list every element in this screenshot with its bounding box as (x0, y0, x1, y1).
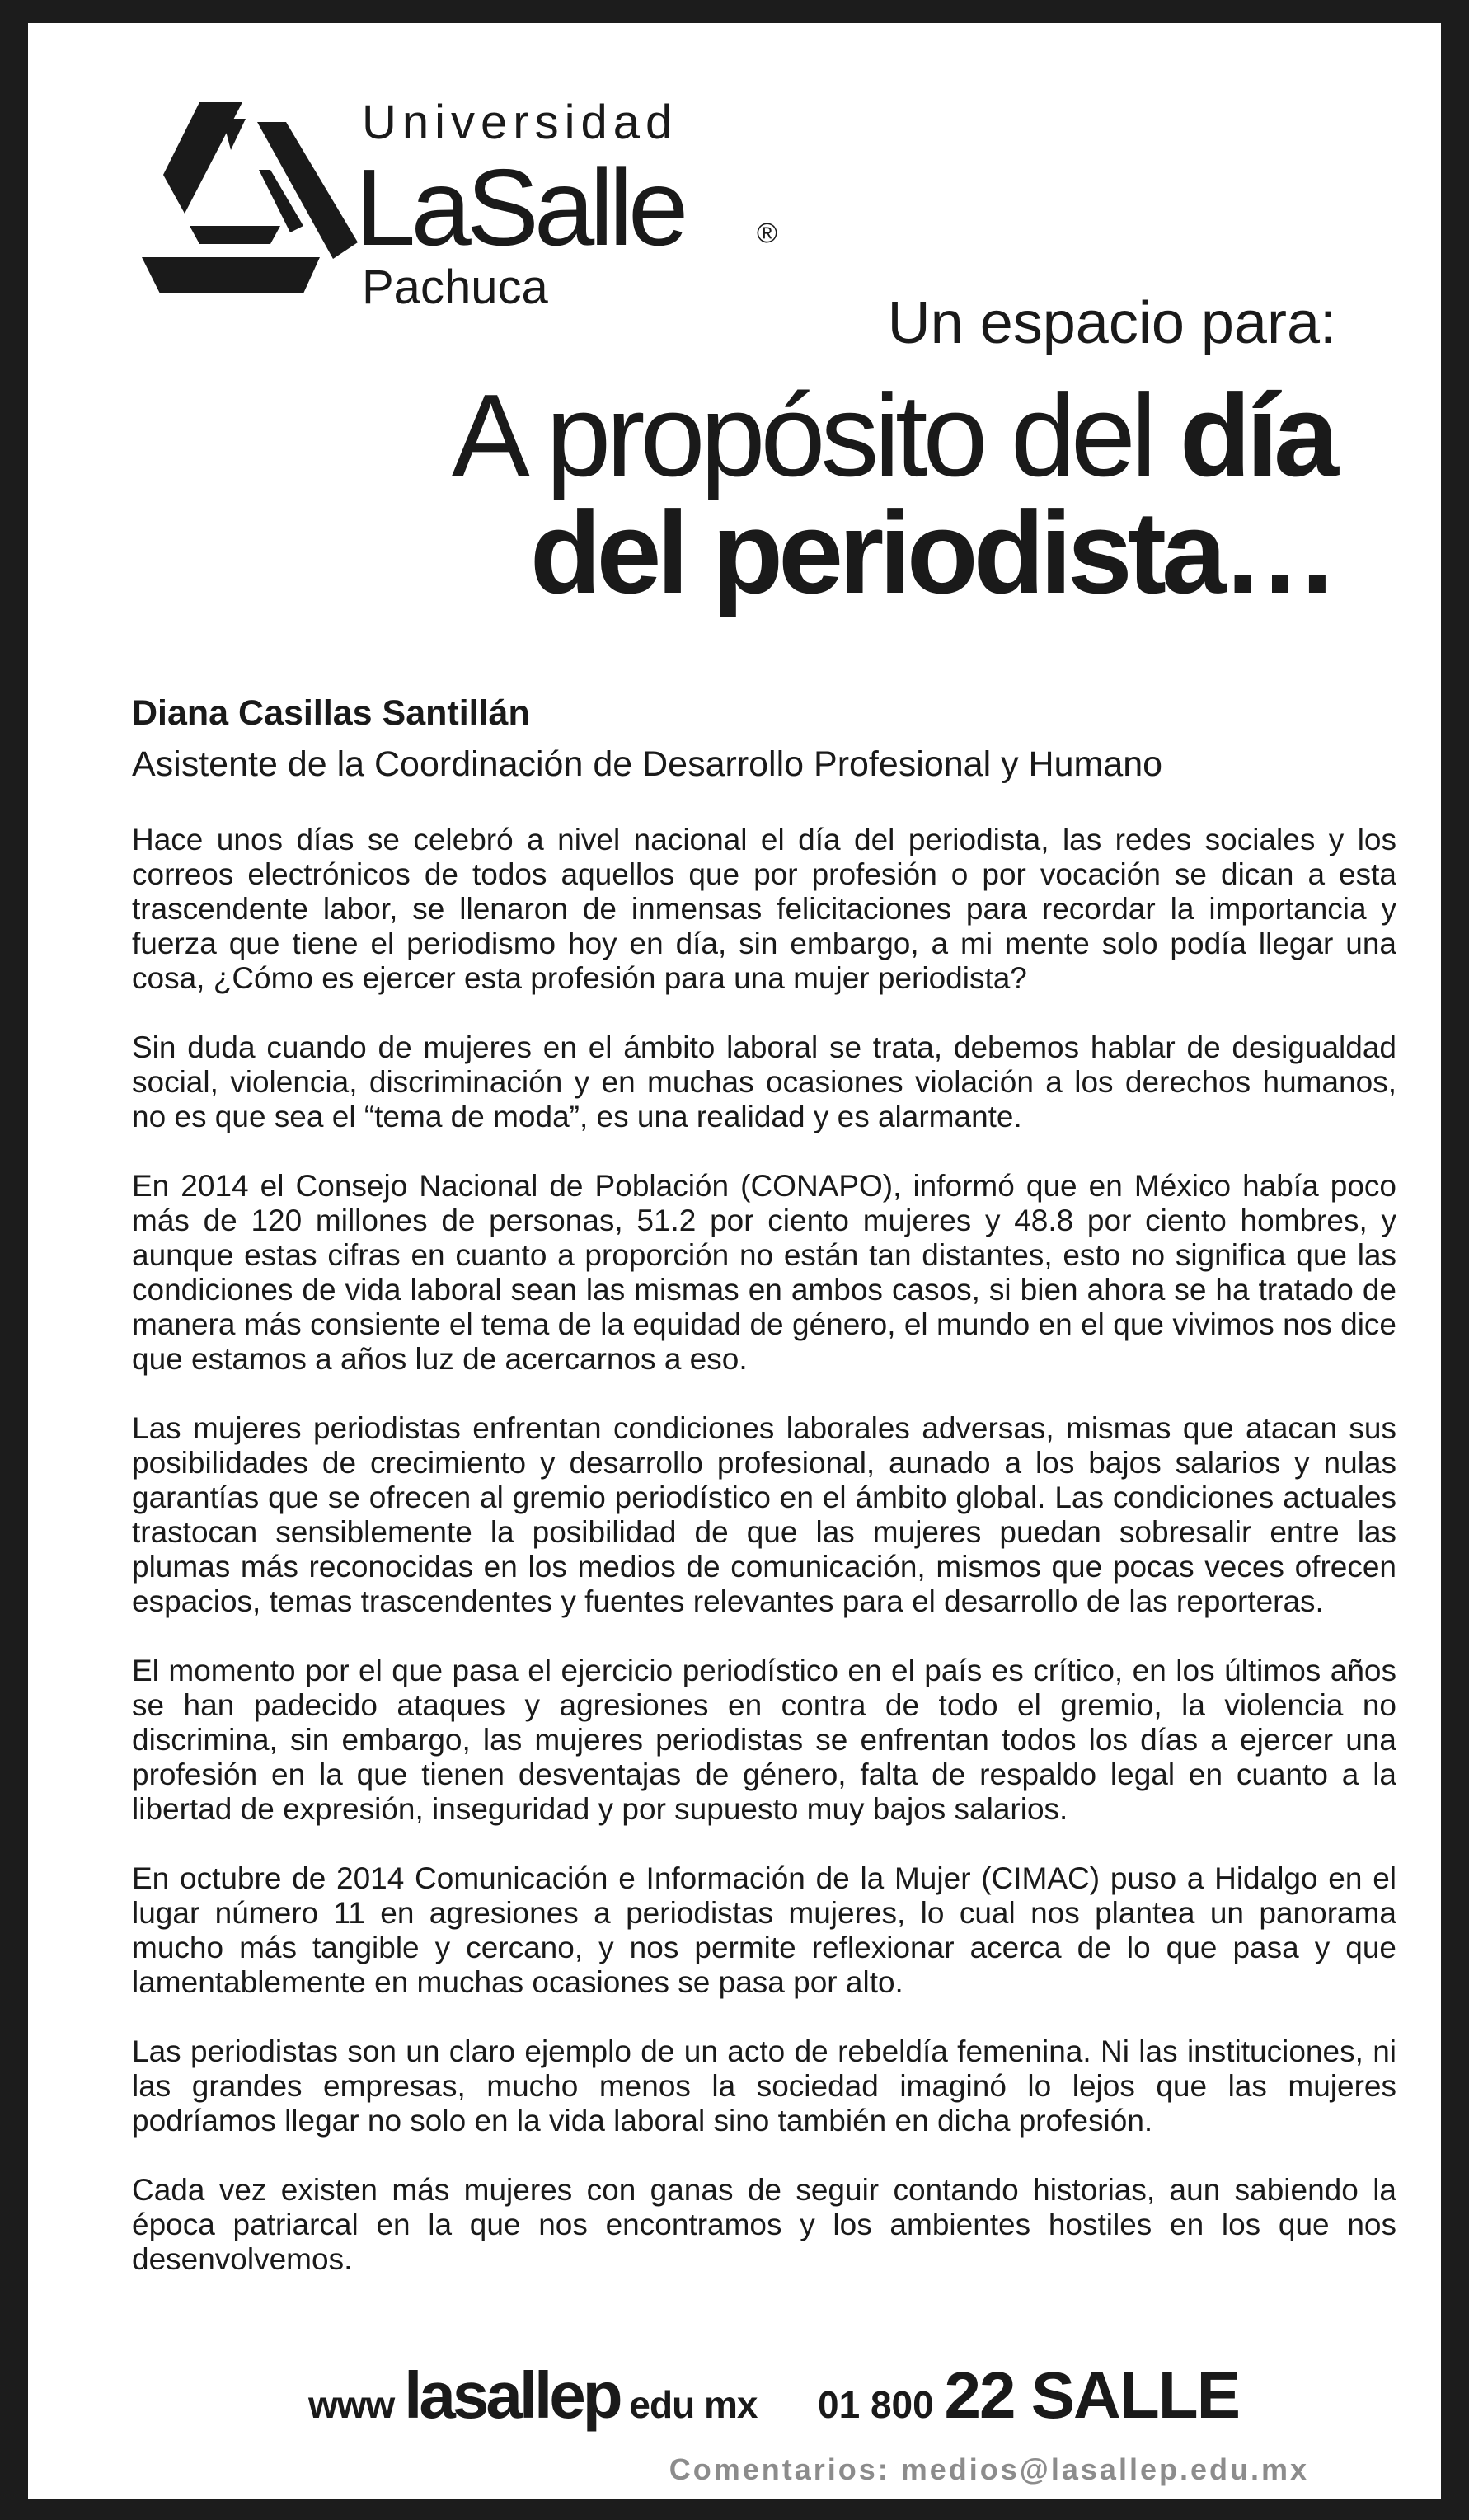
website-prefix: www (308, 2383, 405, 2426)
page-title (451, 370, 1334, 618)
article-paragraph: Cada vez existen más mujeres con ganas de seguir contando historias, aun sabiendo la época patriarcal en la que nos encontramos y los ambientes hostiles en los que nos desenvolvemos. (132, 2173, 1396, 2276)
article-paragraph: Hace unos días se celebró a nivel nacional el día del periodista, las redes sociales y los correos electrónicos de todos aquellos que por profesión o por vocación se dican a esta trascendente labor, se llenaron de inmensas felicitaciones para recordar la importancia y fuerza que tiene el periodismo hoy en día, sin embargo, a mi mente solo podía llegar una cosa, ¿Cómo es ejercer esta profesión para una mujer periodista? (132, 823, 1396, 995)
logo-name-text: LaSalle (355, 147, 684, 268)
article-paragraph: El momento por el que pasa el ejercicio periodístico en el país es crítico, en los últimos años se han padecido ataques y agresiones en contra de todo el gremio, la violencia no discrimina, sin embargo, las mujeres periodistas se enfrentan todos los días a ejercer una profesión en la que tienen desventajas de género, falta de respaldo legal en cuanto a la libertad de expresión, inseguridad y por supuesto muy bajos salarios. (132, 1654, 1396, 1826)
website-suffix: edu mx (619, 2383, 758, 2426)
title-regular: A propósito del (451, 370, 1180, 501)
footer-phone (818, 2358, 1239, 2432)
page-subtitle: Un espacio para: (887, 290, 1336, 356)
logo-university-text: Universidad (362, 96, 678, 149)
article-paragraph: Las mujeres periodistas enfrentan condiciones laborales adversas, mismas que atacan sus posibilidades de crecimiento y desarrollo profesional, aunado a los bajos salarios y nulas garantías que se ofrecen al gremio periodístico en el ámbito global. Las condiciones actuales trastocan sensiblemente la posibilidad de que las mujeres puedan sobresalir entre las plumas más reconocidas en los medios de comunicación, mismos que pocas veces ofrecen espacios, temas trascendentes y fuentes relevantes para el desarrollo de las reporteras. (132, 1411, 1396, 1618)
author-role: Asistente de la Coordinación de Desarrollo Profesional y Humano (132, 744, 1163, 784)
title-bold-line: del periodista… (529, 487, 1334, 618)
article-paragraph: En 2014 el Consejo Nacional de Población (CONAPO), informó que en México había poco más de 120 millones de personas, 51.2 por ciento mujeres y 48.8 por ciento hombres, y aunque estas cifras en cuanto a proporción no están tan distantes, esto no significa que las condiciones de vida laboral sean las mismas en ambos casos, si bien ahora se ha tratado de manera más consiente el tema de la equidad de género, el mundo en el que vivimos nos dice que estamos a años luz de acercarnos a eso. (132, 1169, 1396, 1376)
title-line-2 (452, 487, 1334, 618)
comments-email: Comentarios: medios@lasallep.edu.mx (669, 2452, 1309, 2486)
registered-mark: ® (757, 218, 778, 249)
title-line-1 (451, 370, 1334, 501)
article-paragraph: Sin duda cuando de mujeres en el ámbito laboral se trata, debemos hablar de desigualdad social, violencia, discriminación y en muchas ocasiones violación a los derechos humanos, no es que sea el “tema de moda”, es una realidad y es alarmante. (132, 1030, 1396, 1133)
phone-main: 22 SALLE (944, 2358, 1239, 2432)
phone-prefix: 01 800 (818, 2383, 945, 2426)
author-name: Diana Casillas Santillán (132, 693, 530, 733)
website-main: lasallep (404, 2358, 620, 2432)
article-paragraph: Las periodistas son un claro ejemplo de un acto de rebeldía femenina. Ni las instituciones, ni las grandes empresas, mucho menos la sociedad imaginó lo lejos que las mujeres podríamos llegar no solo en la vida laboral sino también en dicha profesión. (132, 2034, 1396, 2138)
title-bold-word: día (1179, 370, 1334, 501)
footer-website (308, 2358, 758, 2432)
article-paragraph: En octubre de 2014 Comunicación e Información de la Mujer (CIMAC) puso a Hidalgo en el lugar número 11 en agresiones a periodistas mujeres, lo cual nos plantea un panorama mucho más tangible y cercano, y nos permite reflexionar acerca de lo que pasa y que lamentablemente en muchas ocasiones se pasa por alto. (132, 1861, 1396, 1999)
lasalle-logo-icon (142, 102, 358, 293)
logo-campus-text: Pachuca (362, 260, 548, 314)
article-body (132, 823, 1396, 2311)
